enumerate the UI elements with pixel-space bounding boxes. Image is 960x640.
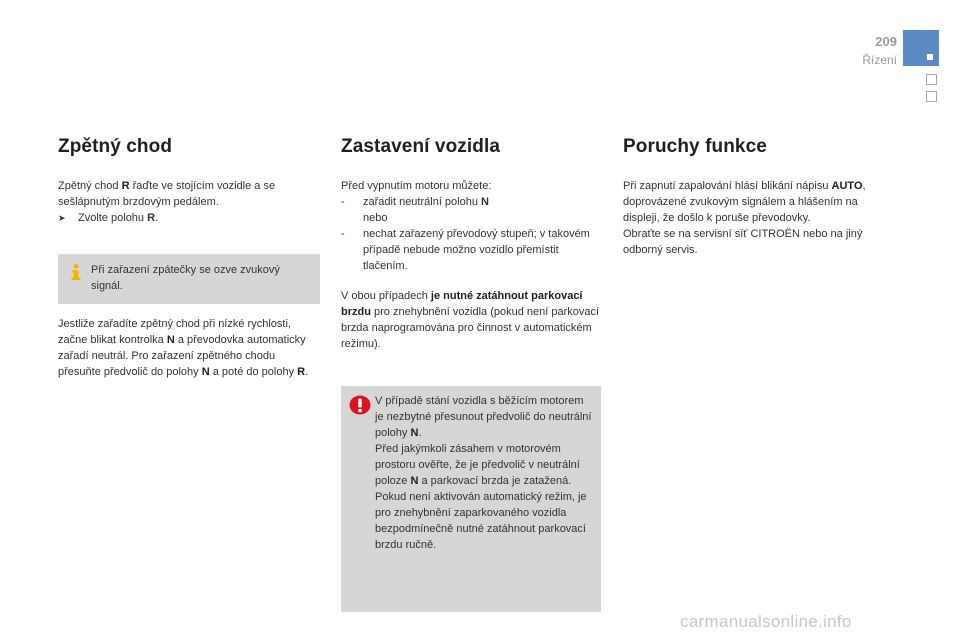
faults-title: Poruchy funkce: [623, 136, 767, 157]
tab-marker: [927, 54, 933, 60]
info-box: [58, 254, 320, 304]
reverse-instruction: ➤ Zvolte polohu R.: [58, 212, 159, 224]
reverse-title: Zpětný chod: [58, 136, 173, 157]
list-item: - nechat zařazený převodový stupeň; v takovém případě nebude možno vozidlo přemístit tlačením.: [341, 228, 590, 272]
stopping-intro: Před vypnutím motoru můžete:: [341, 180, 492, 192]
faults-contact: Obraťte se na servisní síť CITROËN nebo na jiný odborný servis.: [623, 228, 863, 256]
section-name: Řízení: [862, 53, 897, 67]
warning-icon: [349, 395, 371, 415]
warning-text-1: V případě stání vozidla s běžícím motorem je nezbytné přesunout předvolič do neutrální polohy N.: [375, 395, 592, 439]
list-item: - zařadit neutrální polohu N nebo: [341, 196, 489, 224]
faults-section: [623, 136, 885, 258]
watermark: carmanualsonline.info: [680, 612, 852, 631]
faults-paragraph: Při zapnutí zapalování hlásí blikání nápisu AUTO, doprovázené zvukovým signálem a hlášením na displeji, že došlo k poruše převodovky.: [623, 180, 866, 224]
reverse-note: Jestliže zařadíte zpětný chod při nízké rychlosti, začne blikat kontrolka N a převodovka automaticky zařadí neutrál. Pro zařazení zpětného chodu přesuňte předvolič do polohy N a poté do polohy R.: [58, 318, 309, 378]
warning-text-3: Pokud není aktivován automatický režim, je pro znehybnění zaparkovaného vozidla bezpodmínečně nutné zatáhnout parkovací brzdu ručně.: [375, 491, 587, 551]
page-number: 209: [875, 34, 897, 49]
arrow-bullet-icon: ➤: [58, 213, 66, 223]
info-icon: [67, 263, 85, 281]
info-text: Při zařazení zpátečky se ozve zvukový signál.: [91, 264, 280, 292]
chapter-tab-empty: [926, 91, 937, 102]
chapter-tab-empty: [926, 74, 937, 85]
warning-box: [341, 386, 601, 612]
stopping-paragraph: V obou případech je nutné zatáhnout parkovací brzdu pro znehybnění vozidla (pokud není parkovací brzda naprogramována pro činnost v automatickém režimu).: [341, 290, 600, 350]
warning-text-2: Před jakýmkoli zásahem v motorovém prostoru ověřte, že je předvolič v neutrální poloze N a parkovací brzda je zatažená.: [375, 443, 580, 487]
stopping-section: [341, 136, 603, 352]
chapter-tab-active: [903, 30, 939, 66]
reverse-section: [58, 136, 320, 226]
stopping-title: Zastavení vozidla: [341, 136, 501, 157]
reverse-paragraph: Zpětný chod R řaďte ve stojícím vozidle a se sešlápnutým brzdovým pedálem.: [58, 180, 276, 208]
